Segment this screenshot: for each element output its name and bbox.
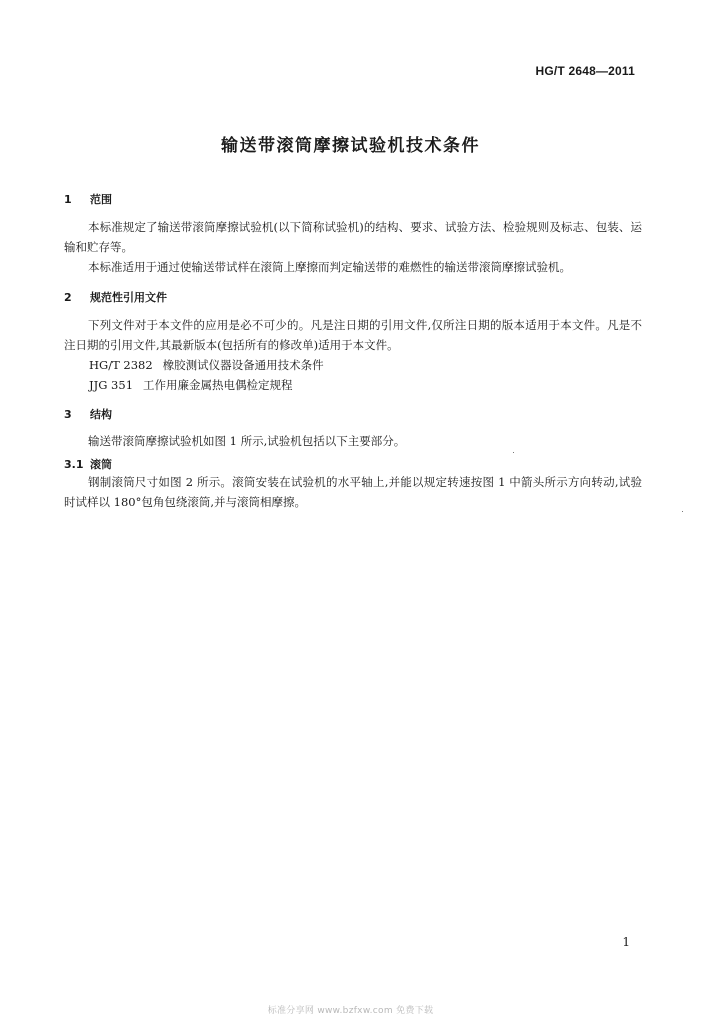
section-title: 结构 [90,408,112,421]
scan-speck [682,511,683,512]
section-number: 3 [64,408,72,421]
section-1-paragraph-2: 本标准适用于通过使输送带试样在滚筒上摩擦而判定输送带的难燃性的输送带滚筒摩擦试验机。 [88,260,571,274]
standard-number: HG/T 2648—2011 [535,64,635,78]
section-number: 2 [64,291,72,304]
reference-item [89,375,293,395]
section-title: 滚筒 [90,458,112,471]
reference-code: JJG 351 [89,378,134,392]
section-1-heading [64,191,112,207]
reference-item [89,355,324,375]
section-2-paragraph: 下列文件对于本文件的应用是必不可少的。凡是注日期的引用文件,仅所注日期的版本适用于本文件。凡是不注日期的引用文件,其最新版本(包括所有的修改单)适用于本文件。 [64,318,642,352]
section-1-paragraph-1: 本标准规定了输送带滚筒摩擦试验机(以下简称试验机)的结构、要求、试验方法、检验规则及标志、包装、运输和贮存等。 [64,220,642,254]
section-2-heading [64,289,167,305]
page-number: 1 [622,935,630,949]
section-3-heading [64,406,112,422]
section-3-1-paragraph: 钢制滚筒尺寸如图 2 所示。滚筒安装在试验机的水平轴上,并能以规定转速按图 1 中箭头所示方向转动,试验时试样以 180°包角包绕滚筒,并与滚筒相摩擦。 [64,475,642,509]
section-3-1-heading [64,456,112,472]
reference-code: HG/T 2382 [89,358,153,372]
section-3-paragraph: 输送带滚筒摩擦试验机如图 1 所示,试验机包括以下主要部分。 [88,434,406,448]
section-title: 范围 [90,193,112,206]
document-title: 输送带滚筒摩擦试验机技术条件 [221,136,480,156]
section-number: 1 [64,193,72,206]
scan-speck [513,452,514,453]
site-watermark: 标准分享网 www.bzfxw.com 免费下载 [267,1006,434,1016]
reference-title: 工作用廉金属热电偶检定规程 [143,378,293,392]
section-title: 规范性引用文件 [90,291,167,304]
section-number: 3.1 [64,458,84,471]
reference-title: 橡胶测试仪器设备通用技术条件 [162,358,324,372]
